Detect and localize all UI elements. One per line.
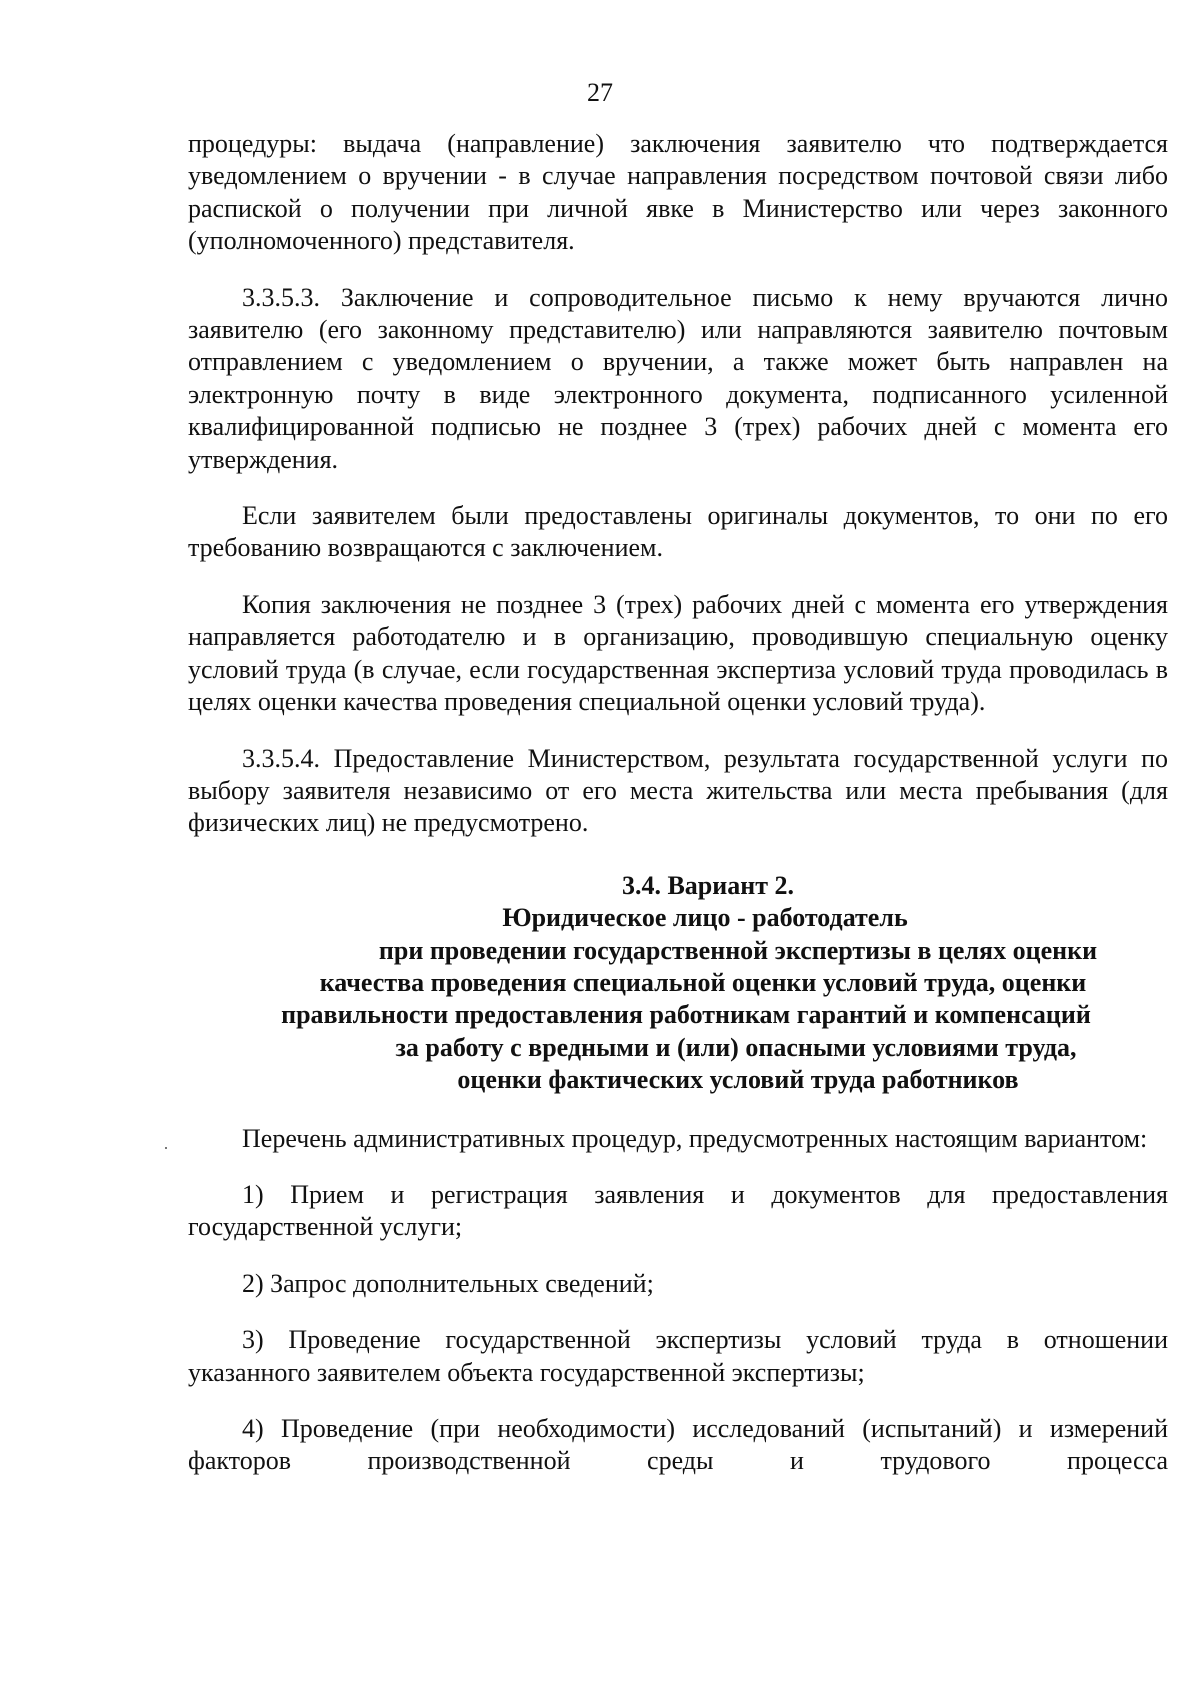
procedure-item-3: 3) Проведение государственной экспертизы условий труда в отношении указанного заявителем объекта государственной экспертизы; <box>188 1325 1168 1387</box>
heading-line: Юридическое лицо - работодатель <box>502 903 908 933</box>
paragraph-originals-returned: Если заявителем были предоставлены оригиналы документов, то они по его требованию возвращаются с заключением. <box>188 501 1168 563</box>
procedure-item-1: 1) Прием и регистрация заявления и документов для предоставления государственной услуги; <box>188 1179 1168 1242</box>
heading-line: качества проведения специальной оценки условий труда, оценки <box>319 967 1087 997</box>
paragraph-3-3-5-4: 3.3.5.4. Предоставление Министерством, результата государственной услуги по выбору заявителя независимо от его места жительства или места пребывания (для физических лиц) не предусмотрено. <box>188 743 1168 838</box>
page-number: 27 <box>587 78 613 107</box>
paragraph-procedures-delivery: процедуры: выдача (направление) заключения заявителю что подтверждается уведомлением о вручении - в случае направления посредством почтовой связи либо распиской о получении при личной явке в Министерство или через законного (уполномоченного) представителя. <box>188 129 1168 256</box>
heading-line: правильности предоставления работникам гарантий и компенсаций <box>281 1000 1091 1030</box>
heading-line: 3.4. Вариант 2. <box>621 870 795 900</box>
paragraph-procedures-intro: Перечень административных процедур, предусмотренных настоящим вариантом: <box>242 1123 1148 1153</box>
scan-speck <box>165 1147 167 1149</box>
document-body <box>188 128 1168 1478</box>
paragraph-3-3-5-3: 3.3.5.3. Заключение и сопроводительное письмо к нему вручаются лично заявителю (его законному представителю) или направляются заявителю почтовым отправлением с уведомлением о вручении, а также может быть направлен на электронную почту в виде электронного документа, подписанного усиленной квалифицированной подписью не позднее 3 (трех) рабочих дней с момента его утверждения. <box>188 282 1168 474</box>
heading-line: оценки фактических условий труда работников <box>457 1065 1019 1095</box>
procedure-item-2: 2) Запрос дополнительных сведений; <box>242 1268 654 1298</box>
heading-line: за работу с вредными и (или) опасными условиями труда, <box>395 1032 1077 1062</box>
section-heading-3-4 <box>188 870 1168 1097</box>
procedure-item-4: 4) Проведение (при необходимости) исследований (испытаний) и измерений факторов производственной среды и трудового процесса <box>188 1414 1168 1476</box>
paragraph-conclusion-copy: Копия заключения не позднее 3 (трех) рабочих дней с момента его утверждения направляется работодателю и в организацию, проводившую специальную оценку условий труда (в случае, если государственная экспертиза условий труда проводилась в целях оценки качества проведения специальной оценки условий труда). <box>188 589 1168 717</box>
heading-line: при проведении государственной экспертизы в целях оценки <box>378 935 1098 965</box>
